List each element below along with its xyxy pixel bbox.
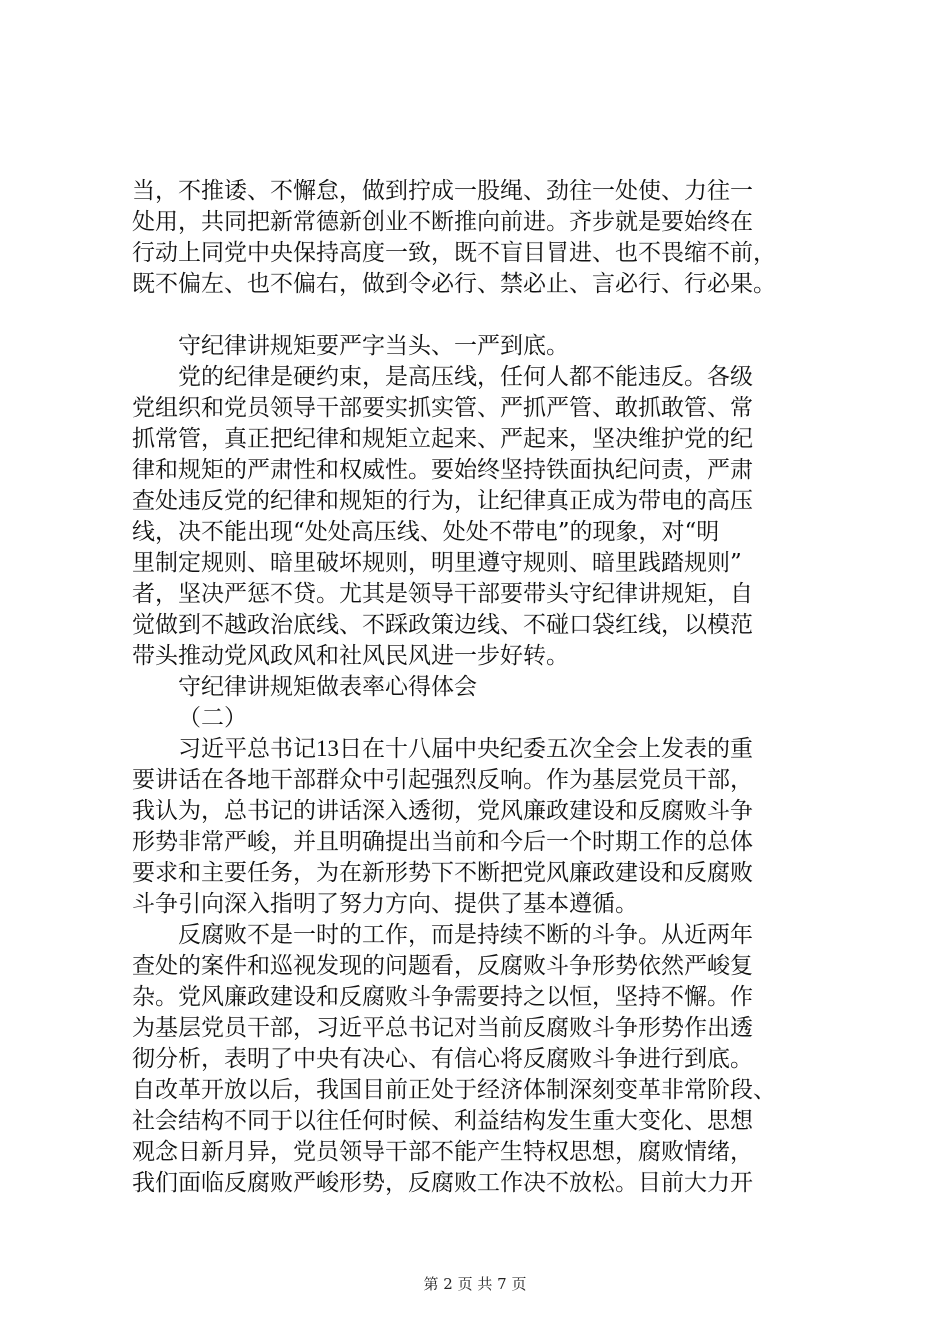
text-line: 彻分析，表明了中央有决心、有信心将反腐败斗争进行到底。 <box>132 1046 753 1072</box>
text-line: 行动上同党中央保持高度一致，既不盲目冒进、也不畏缩不前， <box>132 240 776 266</box>
text-line: 习近平总书记13日在十八届中央纪委五次全会上发表的重 <box>178 736 753 761</box>
text-line: 社会结构不同于以往任何时候、利益结构发生重大变化、思想 <box>132 1108 753 1134</box>
text-line: 我们面临反腐败严峻形势，反腐败工作决不放松。目前大力开 <box>132 1170 753 1196</box>
text-line: 里制定规则、暗里破坏规则，明里遵守规则、暗里践踏规则” <box>132 550 742 576</box>
text-line: 自改革开放以后，我国目前正处于经济体制深刻变革非常阶段、 <box>132 1077 776 1103</box>
text-line: 党组织和党员领导干部要实抓实管、严抓严管、敢抓敢管、常 <box>132 395 753 421</box>
text-line: 觉做到不越政治底线、不踩政策边线、不碰口袋红线，以模范 <box>132 612 753 638</box>
text-line: 观念日新月异，党员领导干部不能产生特权思想，腐败情绪， <box>132 1139 753 1165</box>
text-line: 律和规矩的严肃性和权威性。要始终坚持铁面执纪问责，严肃 <box>132 457 753 483</box>
article-part-number: （二） <box>178 705 247 731</box>
text-line: 党的纪律是硬约束，是高压线，任何人都不能违反。各级 <box>178 364 753 390</box>
text-line: 形势非常严峻，并且明确提出当前和今后一个时期工作的总体 <box>132 829 753 855</box>
text-line: 当，不推诿、不懈怠，做到拧成一股绳、劲往一处使、力往一 <box>132 178 753 204</box>
text-line: 带头推动党风政风和社风民风进一步好转。 <box>132 643 569 669</box>
page-number-footer: 第 2 页 共 7 页 <box>423 1275 527 1293</box>
text-line: 要讲话在各地干部群众中引起强烈反响。作为基层党员干部， <box>132 767 753 793</box>
text-line: 斗争引向深入指明了努力方向、提供了基本遵循。 <box>132 891 638 917</box>
article-title: 守纪律讲规矩做表率心得体会 <box>178 674 477 700</box>
text-line: 处用，共同把新常德新创业不断推向前进。齐步就是要始终在 <box>132 209 753 235</box>
text-line: 者，坚决严惩不贷。尤其是领导干部要带头守纪律讲规矩，自 <box>132 581 753 607</box>
text-line: 反腐败不是一时的工作，而是持续不断的斗争。从近两年 <box>178 922 753 948</box>
text-line: 既不偏左、也不偏右，做到令必行、禁必止、言必行、行必果。 <box>132 271 776 297</box>
text-line: 我认为，总书记的讲话深入透彻，党风廉政建设和反腐败斗争 <box>132 798 753 824</box>
text-line: 查处违反党的纪律和规矩的行为，让纪律真正成为带电的高压 <box>132 488 753 514</box>
text-line: 要求和主要任务，为在新形势下不断把党风廉政建设和反腐败 <box>132 860 753 886</box>
text-line: 查处的案件和巡视发现的问题看，反腐败斗争形势依然严峻复 <box>132 953 753 979</box>
section-heading: 守纪律讲规矩要严字当头、一严到底。 <box>178 333 569 359</box>
text-line: 线，决不能出现“处处高压线、处处不带电”的现象，对“明 <box>132 519 720 545</box>
text-line: 抓常管，真正把纪律和规矩立起来、严起来，坚决维护党的纪 <box>132 426 753 452</box>
text-line: 杂。党风廉政建设和反腐败斗争需要持之以恒，坚持不懈。作 <box>132 984 753 1010</box>
text-line: 为基层党员干部，习近平总书记对当前反腐败斗争形势作出透 <box>132 1015 753 1041</box>
